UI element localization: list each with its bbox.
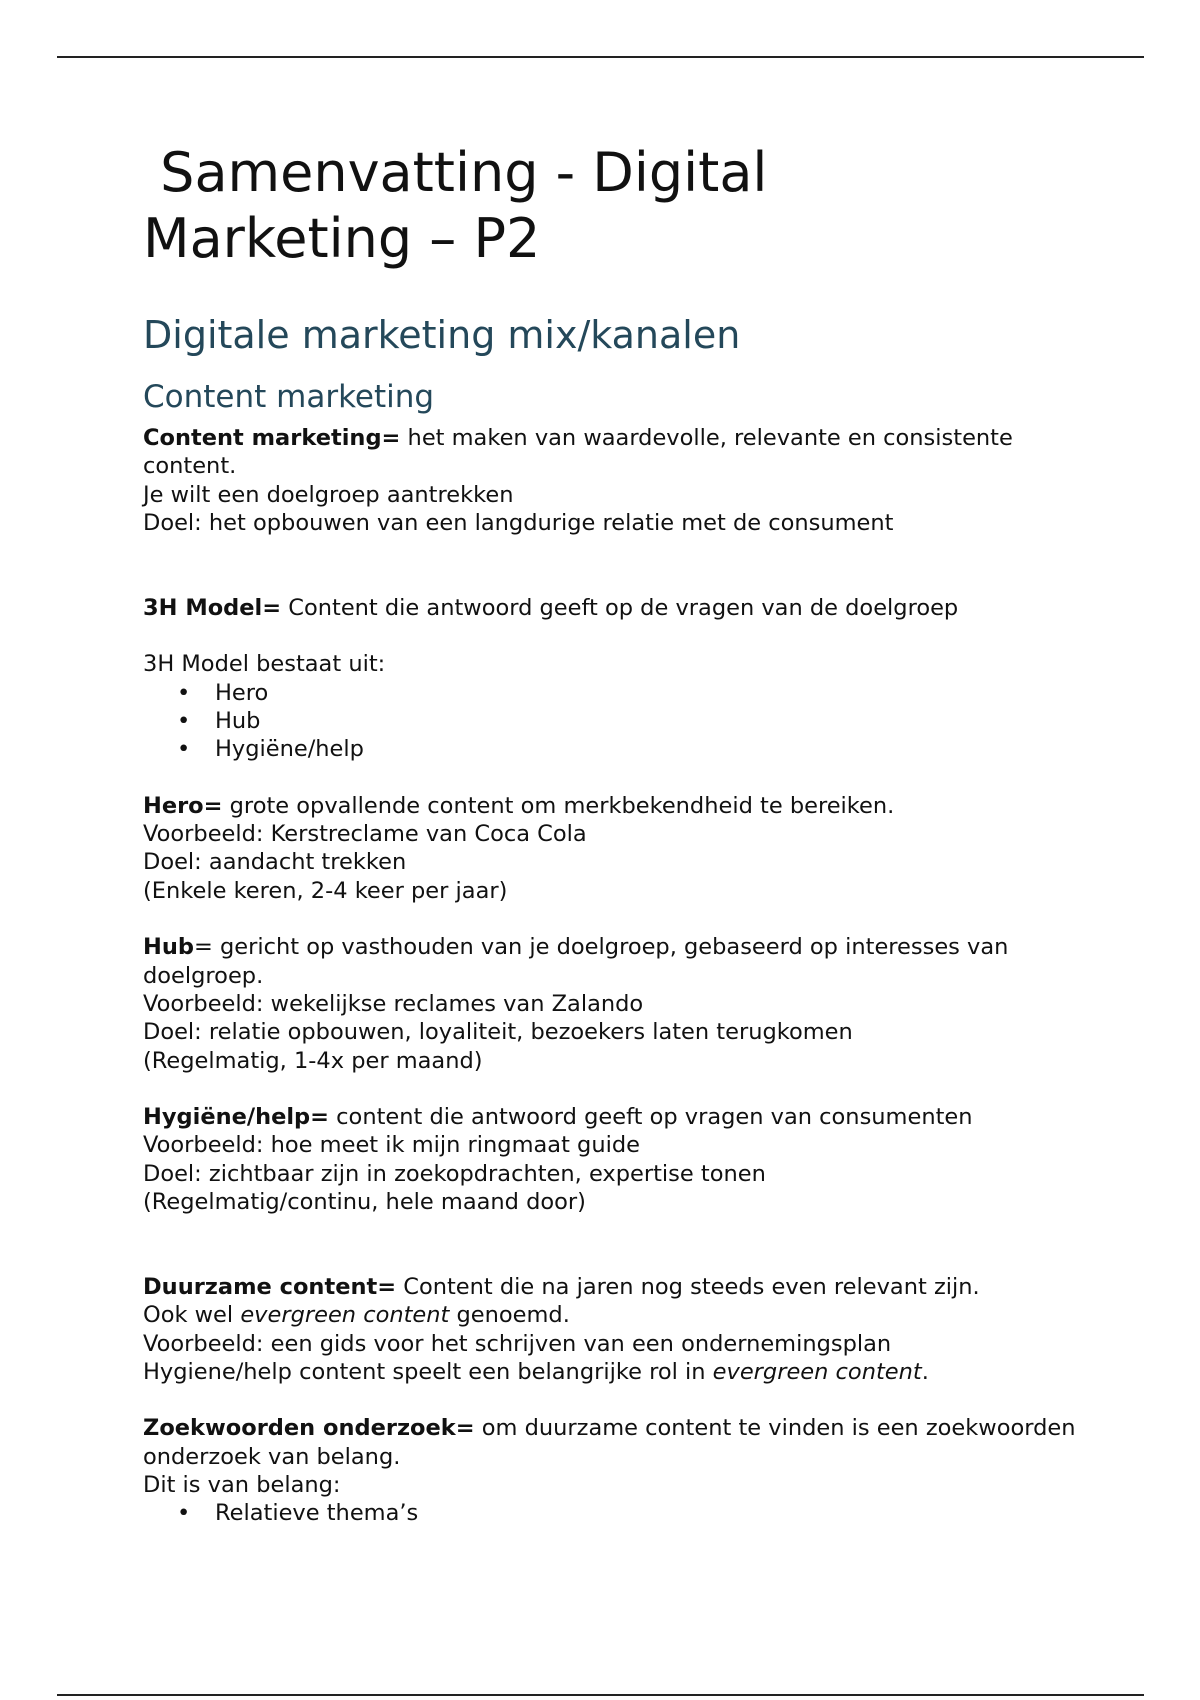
term-hygiene: Hygiëne/help= bbox=[143, 1104, 330, 1131]
bottom-rule bbox=[57, 1694, 1144, 1696]
term-hub: Hub bbox=[143, 934, 194, 961]
content-marketing-definition bbox=[143, 424, 1083, 481]
hub-paragraph bbox=[143, 933, 1083, 1074]
term-hero: Hero= bbox=[143, 792, 223, 819]
duurzaam-definition bbox=[143, 1273, 1083, 1301]
content-marketing-line-3: Doel: het opbouwen van een langdurige relatie met de consument bbox=[143, 509, 894, 536]
term-zoekwoorden: Zoekwoorden onderzoek= bbox=[143, 1415, 475, 1442]
hero-goal: Doel: aandacht trekken bbox=[143, 849, 407, 876]
zoekwoorden-line-2: Dit is van belang: bbox=[143, 1471, 341, 1498]
hero-frequency: (Enkele keren, 2-4 keer per jaar) bbox=[143, 877, 508, 904]
duurzaam-paragraph bbox=[143, 1273, 1083, 1386]
hub-example: Voorbeeld: wekelijkse reclames van Zalando bbox=[143, 990, 644, 1017]
model-3h-list-block bbox=[143, 650, 1083, 763]
hero-definition bbox=[143, 792, 1083, 820]
list-item: • Relatieve thema’s bbox=[143, 1499, 1083, 1527]
hyg-post: . bbox=[921, 1358, 929, 1385]
hygiene-definition bbox=[143, 1103, 1083, 1131]
model-3h-intro: 3H Model bestaat uit: bbox=[143, 651, 386, 678]
zoekwoorden-definition bbox=[143, 1414, 1083, 1471]
hero-example: Voorbeeld: Kerstreclame van Coca Cola bbox=[143, 821, 587, 848]
hub-frequency: (Regelmatig, 1-4x per maand) bbox=[143, 1047, 483, 1074]
heading-marketing-mix: Digitale marketing mix/kanalen bbox=[143, 313, 741, 357]
heading-content-marketing: Content marketing bbox=[143, 379, 435, 415]
def-zoekwoorden: om duurzame content te vinden is een zoekwoorden onderzoek van belang. bbox=[143, 1415, 1076, 1470]
list-item: • Hygiëne/help bbox=[143, 735, 1083, 763]
hub-goal: Doel: relatie opbouwen, loyaliteit, bezoekers laten terugkomen bbox=[143, 1019, 853, 1046]
hyg-em: evergreen content bbox=[712, 1358, 922, 1385]
duurzaam-example: Voorbeeld: een gids voor het schrijven van een ondernemingsplan bbox=[143, 1330, 892, 1357]
duurzaam-evergreen-line bbox=[143, 1301, 1083, 1329]
ook-em: evergreen content bbox=[240, 1302, 450, 1329]
ook-post: genoemd. bbox=[449, 1302, 570, 1329]
def-hub: = gericht op vasthouden van je doelgroep, gebaseerd op interesses van doelgroep. bbox=[143, 934, 1009, 989]
term-3h-model: 3H Model= bbox=[143, 594, 282, 621]
term-duurzaam: Duurzame content= bbox=[143, 1273, 397, 1300]
model-3h-paragraph bbox=[143, 594, 1083, 622]
def-hero: grote opvallende content om merkbekendheid te bereiken. bbox=[222, 792, 895, 819]
list-item: • Hub bbox=[143, 707, 1083, 735]
zoekwoorden-paragraph bbox=[143, 1414, 1083, 1527]
term-content-marketing: Content marketing= bbox=[143, 425, 401, 451]
duurzaam-hygiene-line bbox=[143, 1358, 1083, 1386]
document-title bbox=[143, 140, 1083, 272]
hygiene-example: Voorbeeld: hoe meet ik mijn ringmaat guide bbox=[143, 1132, 640, 1159]
def-duurzaam: Content die na jaren nog steeds even relevant zijn. bbox=[396, 1273, 980, 1300]
top-rule bbox=[57, 56, 1144, 58]
def-3h-model: Content die antwoord geeft op de vragen van de doelgroep bbox=[281, 594, 959, 621]
title-line-2: Marketing – P2 bbox=[143, 207, 541, 270]
hygiene-paragraph bbox=[143, 1103, 1083, 1216]
model-3h-definition bbox=[143, 594, 1083, 622]
ook-pre: Ook wel bbox=[143, 1302, 241, 1329]
hygiene-frequency: (Regelmatig/continu, hele maand door) bbox=[143, 1189, 586, 1216]
model-3h-list bbox=[143, 679, 1083, 764]
hero-paragraph bbox=[143, 792, 1083, 905]
content-marketing-paragraph bbox=[143, 424, 1083, 537]
hub-definition bbox=[143, 933, 1083, 990]
zoekwoorden-list bbox=[143, 1499, 1083, 1527]
hyg-pre: Hygiene/help content speelt een belangrijke rol in bbox=[143, 1358, 713, 1385]
document-body bbox=[143, 140, 1083, 1528]
def-content-marketing: het maken van waardevolle, relevante en consistente content. bbox=[143, 425, 1013, 480]
def-hygiene: content die antwoord geeft op vragen van consumenten bbox=[329, 1104, 973, 1131]
hygiene-goal: Doel: zichtbaar zijn in zoekopdrachten, expertise tonen bbox=[143, 1160, 766, 1187]
content-marketing-line-2: Je wilt een doelgroep aantrekken bbox=[143, 481, 514, 508]
list-item: • Hero bbox=[143, 679, 1083, 707]
title-line-1: Samenvatting - Digital bbox=[143, 141, 768, 204]
